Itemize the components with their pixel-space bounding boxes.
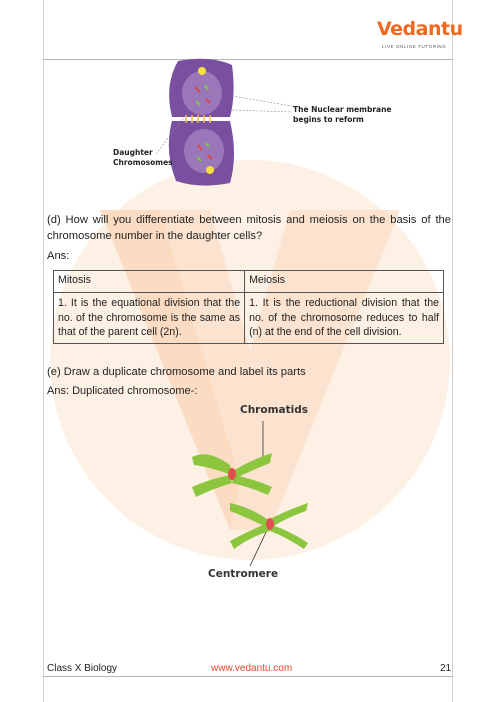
label-chromatids: Chromatids: [240, 404, 308, 416]
label-centromere: Centromere: [208, 568, 279, 580]
logo-tagline: LIVE ONLINE TUTORING: [382, 44, 447, 49]
logo-wordmark: Vedantu: [377, 18, 463, 40]
table-row: [54, 293, 444, 344]
question-d: (d) How will you differentiate between mitosis and meiosis on the basis of the chromosome number in the daughter cells?: [47, 214, 451, 242]
mitosis-meiosis-table: [53, 270, 444, 344]
answer-d-label: Ans:: [47, 250, 70, 262]
footer-subject: Class X Biology: [47, 663, 118, 674]
table-cell: 1. It is the reductional division that the no. of the chromosome reduces to half (n) at the end of the cell division.: [245, 293, 444, 344]
question-e: (e) Draw a duplicate chromosome and label its parts: [47, 366, 306, 378]
table-header: Meiosis: [245, 271, 444, 293]
table-header: Mitosis: [54, 271, 245, 293]
page-border-right: [452, 0, 453, 702]
footer-website-link[interactable]: www.vedantu.com: [211, 663, 293, 674]
table-cell: 1. It is the equational division that the no. of the chromosome is the same as that of the parent cell (2n).: [54, 293, 245, 344]
label-nuclear-membrane: The Nuclear membrane begins to reform: [293, 105, 392, 124]
page-number: 21: [440, 663, 452, 674]
answer-e: Ans: Duplicated chromosome-:: [47, 385, 198, 397]
footer-rule: [43, 676, 453, 677]
page-border-left: [43, 0, 44, 702]
table-header-row: [54, 271, 444, 293]
vedantu-logo[interactable]: [377, 18, 463, 52]
label-daughter-chromosomes: Daughter Chromosomes: [113, 148, 173, 167]
duplicated-chromosome-figure: [180, 405, 320, 585]
